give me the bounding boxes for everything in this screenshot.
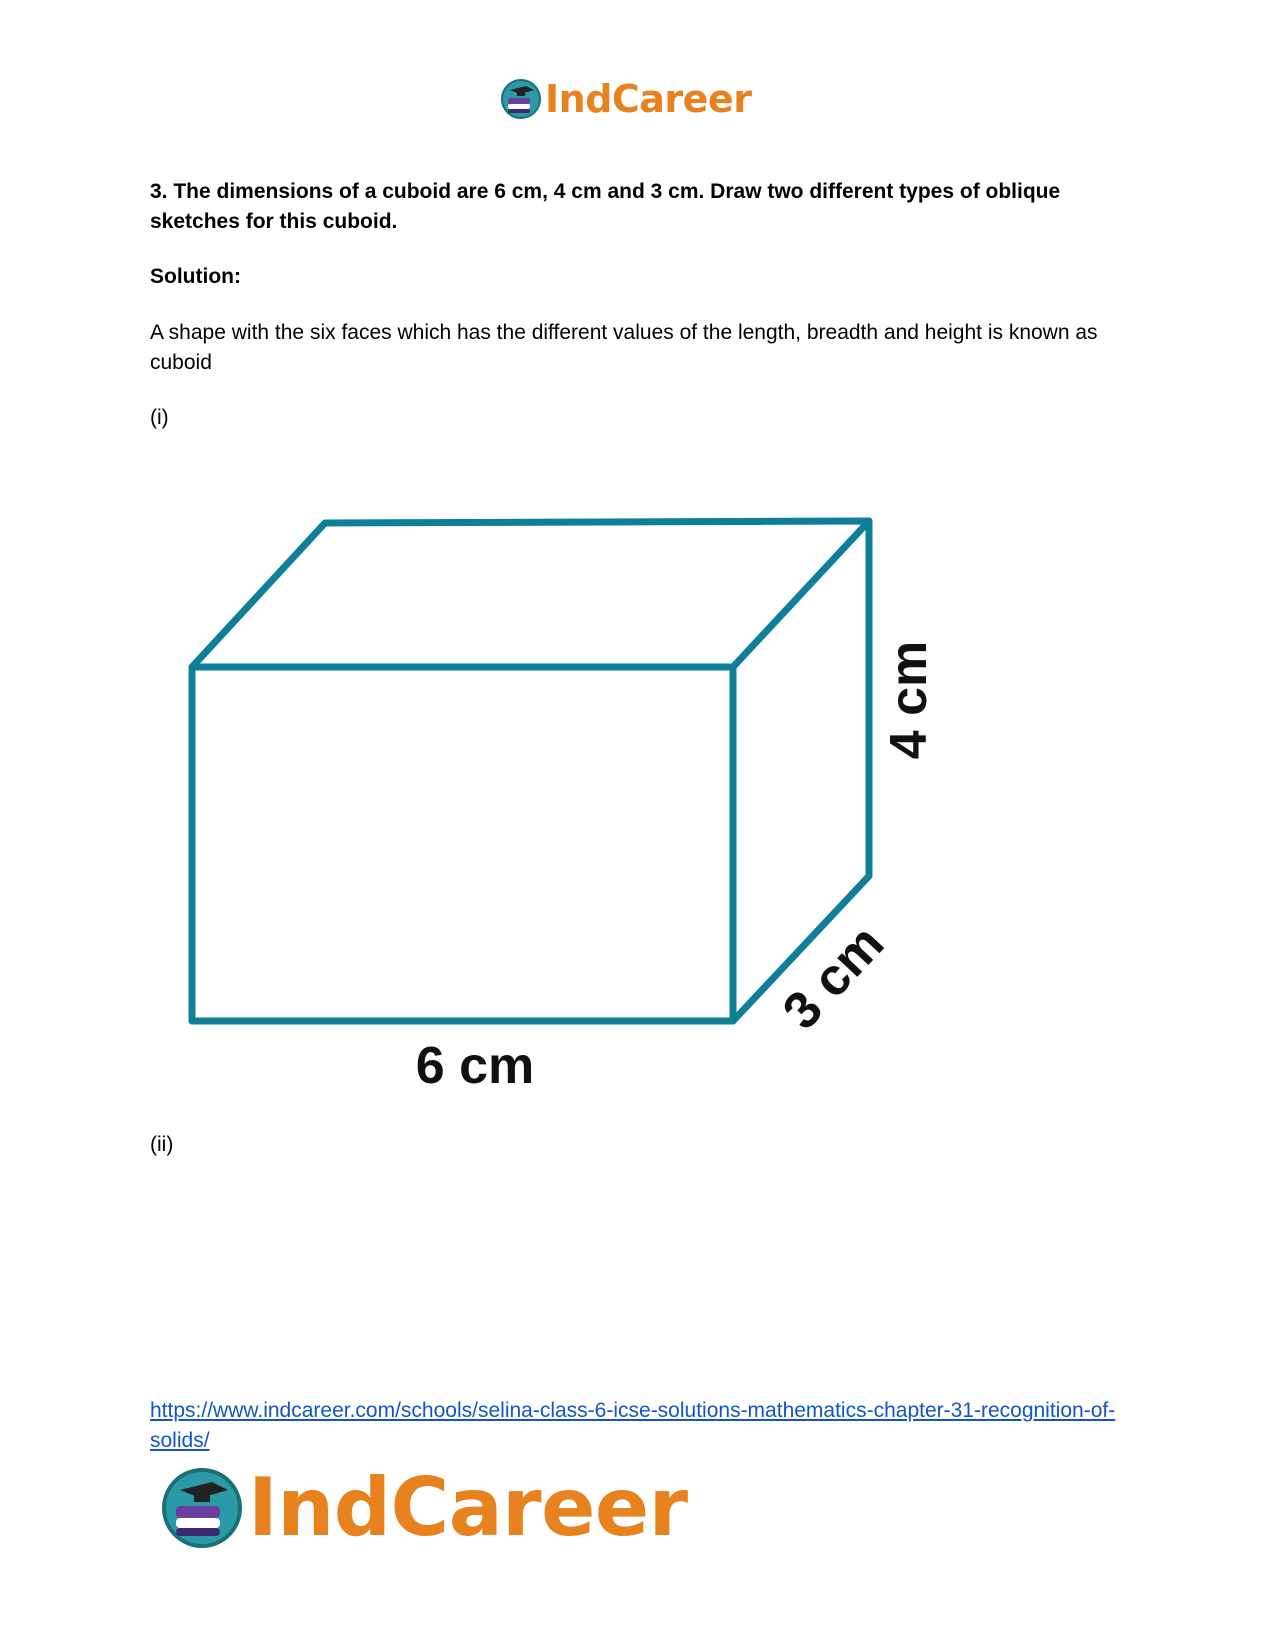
logo-text: IndCareer xyxy=(545,77,752,121)
source-link[interactable]: https://www.indcareer.com/schools/selina-class-6-icse-solutions-mathematics-chapter-31-recognition-of-solids/ xyxy=(150,1399,1116,1452)
footer-logo xyxy=(160,1461,688,1554)
logo-text: IndCareer xyxy=(248,1461,688,1554)
cuboid-edges xyxy=(192,521,869,1021)
cuboid-front-face xyxy=(192,667,733,1021)
solution-heading: Solution: xyxy=(150,265,241,288)
figure-ii-label: (ii) xyxy=(150,1133,174,1156)
figure-i-label: (i) xyxy=(150,406,169,429)
depth-label: 3 cm xyxy=(771,914,896,1041)
answer-text: A shape with the six faces which has the different values of the length, breadth and height is known as cuboid xyxy=(150,321,1098,374)
length-label: 6 cm xyxy=(415,1037,535,1095)
cuboid-top-face xyxy=(192,521,869,667)
height-label: 4 cm xyxy=(880,640,938,760)
question-text: 3. The dimensions of a cuboid are 6 cm, 4 cm and 3 cm. Draw two different types of oblique sketches for this cuboid. xyxy=(150,180,1061,233)
globe-book-icon xyxy=(160,1466,244,1550)
